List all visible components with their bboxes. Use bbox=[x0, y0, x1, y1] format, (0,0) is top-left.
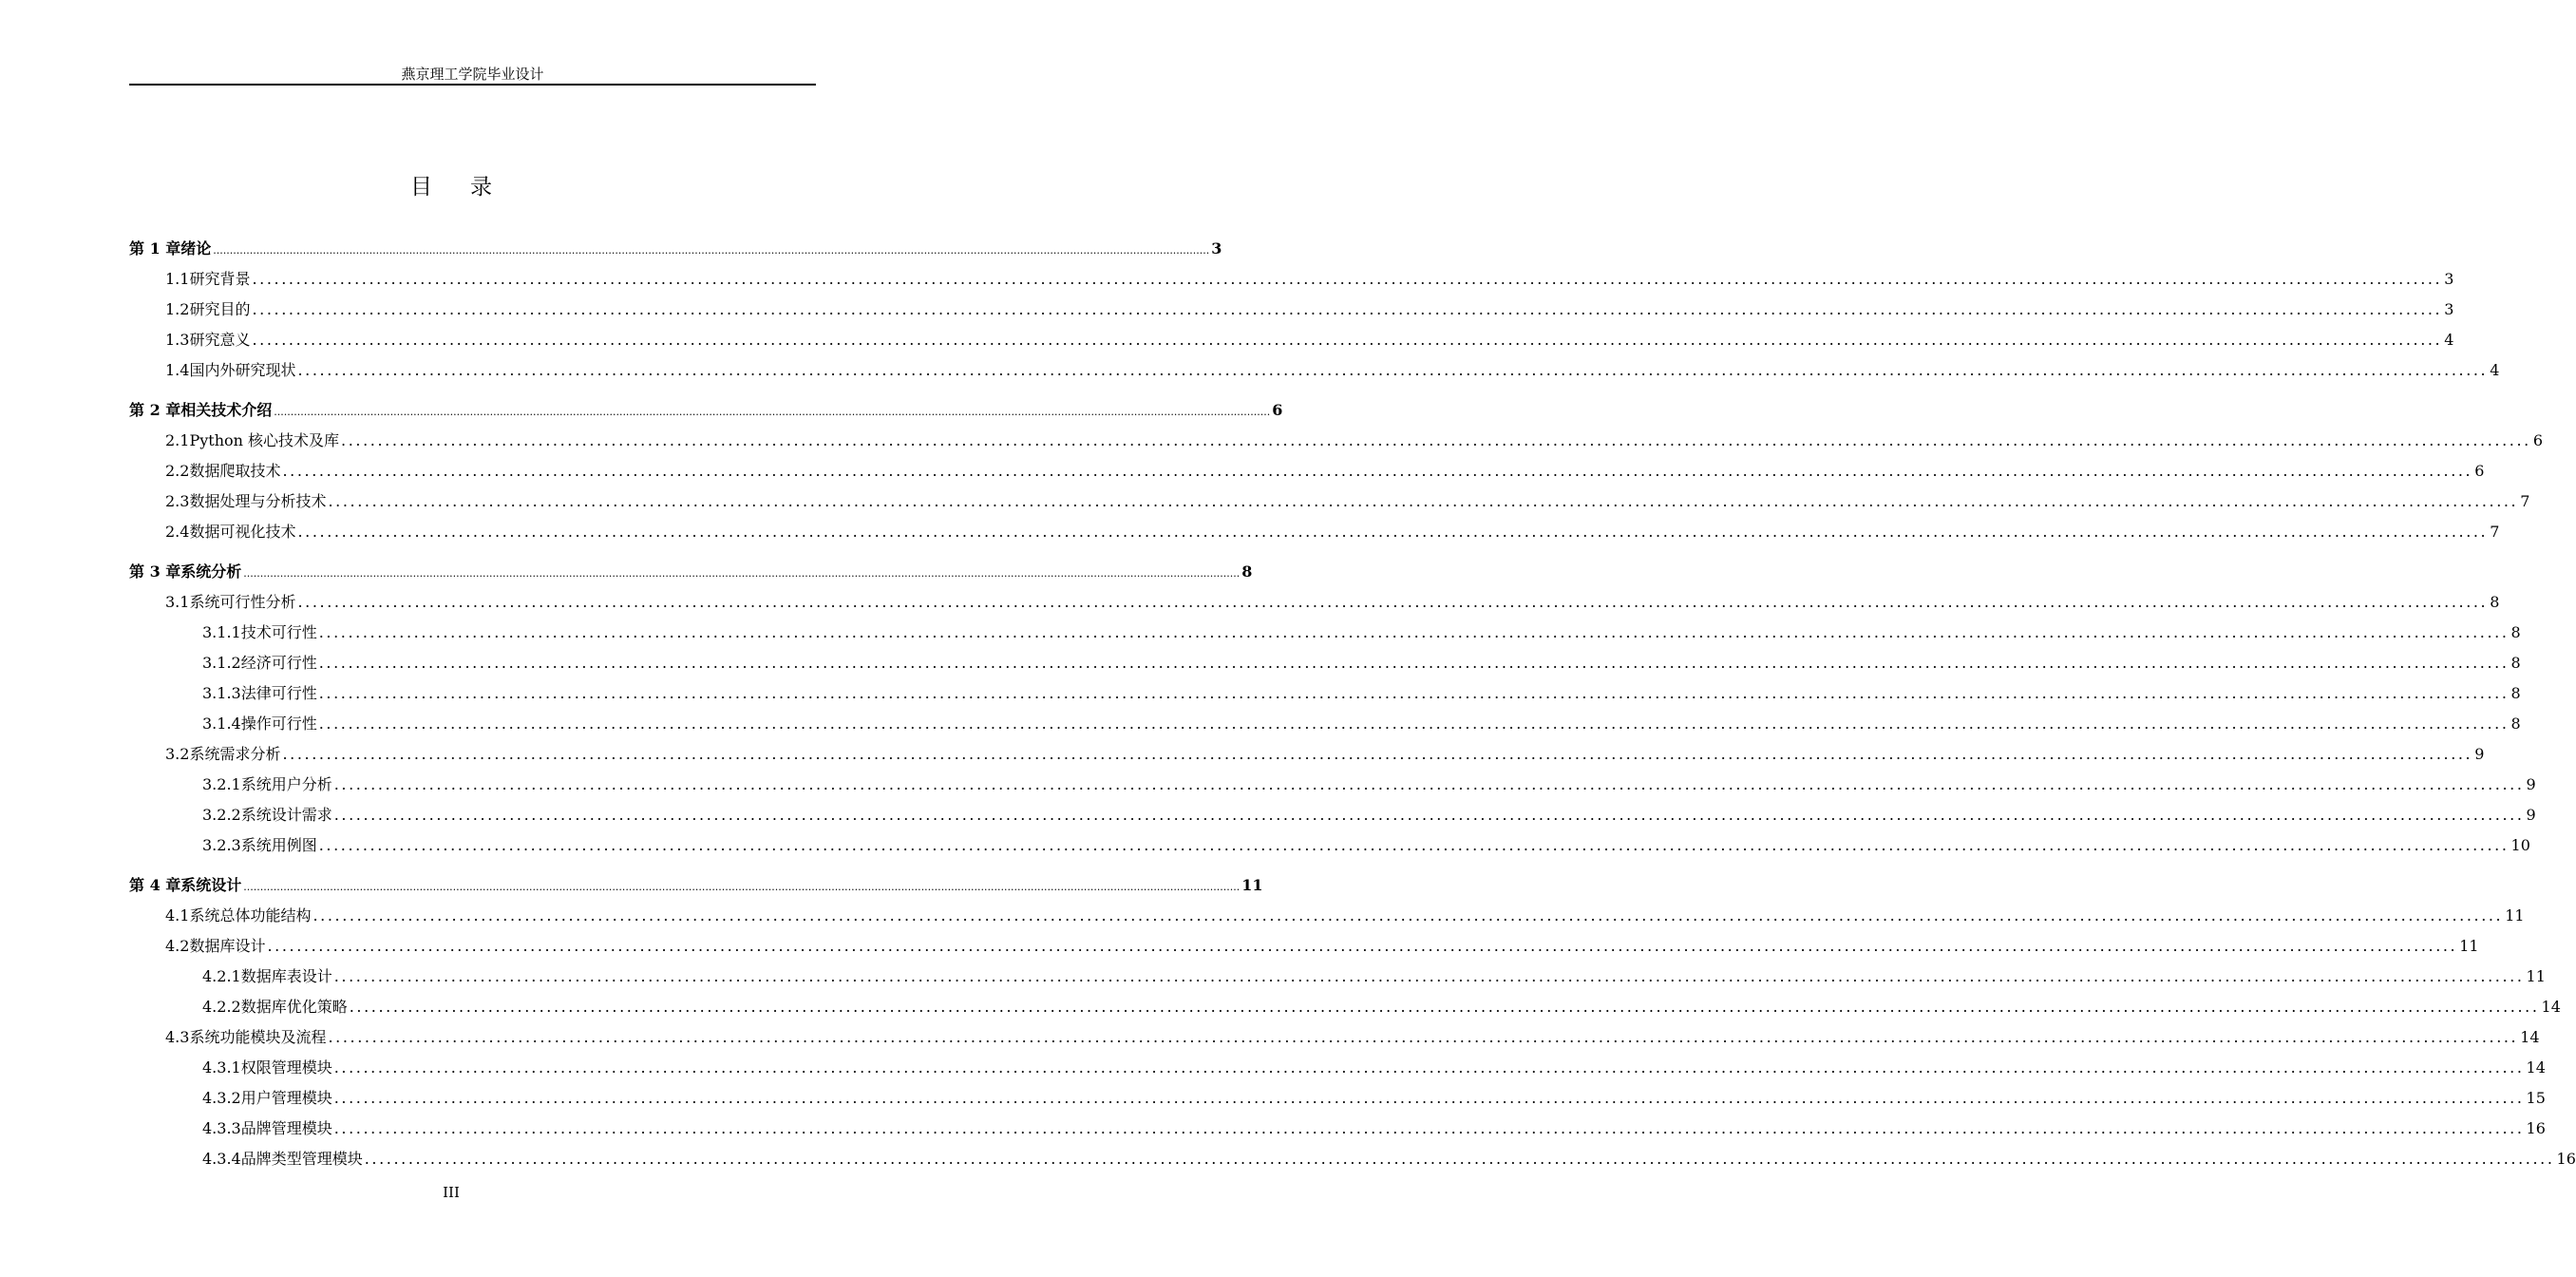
toc-entry-label: 系统用例图 bbox=[240, 836, 317, 854]
toc-entry-label: 数据库设计 bbox=[189, 937, 266, 955]
toc-leader-dots: ............................................................................................................................................................................................................................................................................................................ bbox=[282, 462, 2473, 480]
toc-entry[interactable] bbox=[165, 904, 2525, 924]
toc-entry-number: 4.3.3 bbox=[202, 1119, 241, 1137]
toc-entry-number: 1.3 bbox=[165, 331, 190, 349]
toc-entry-number: 第 4 章 bbox=[129, 876, 181, 894]
toc-entry-number: 4.3.1 bbox=[202, 1058, 241, 1077]
toc-leader-dots: ............................................................................................................................................................................................................................................................................................................ bbox=[267, 937, 2458, 955]
toc-entry[interactable] bbox=[129, 237, 1222, 257]
toc-entry[interactable] bbox=[165, 297, 2454, 318]
toc-entry-page: 4 bbox=[2444, 331, 2454, 349]
toc-entry-label: 经济可行性 bbox=[240, 654, 317, 672]
toc-leader-dots: ............................................................................................................................................................................................................................................................................................................ bbox=[282, 745, 2473, 763]
toc-entry-label: 系统设计需求 bbox=[240, 806, 332, 824]
toc-entry-number: 1.1 bbox=[165, 270, 190, 288]
toc-entry-page: 9 bbox=[2526, 806, 2536, 824]
toc-entry[interactable] bbox=[202, 1116, 2546, 1137]
toc-entry-number: 4.2.2 bbox=[202, 998, 241, 1016]
toc-leader-dots: ............................................................................................................................................................................................................................................................................................................ bbox=[252, 300, 2443, 318]
toc-entry-page: 10 bbox=[2510, 836, 2530, 854]
toc-entry-page: 14 bbox=[2541, 998, 2561, 1016]
toc-entry-page: 14 bbox=[2526, 1058, 2546, 1077]
toc-entry-page: 8 bbox=[1241, 562, 1253, 581]
page-header: 燕京理工学院毕业设计 bbox=[401, 66, 544, 83]
toc-entry-label: 系统分析 bbox=[180, 562, 242, 581]
toc-entry-number: 第 1 章 bbox=[129, 239, 181, 257]
toc-entry-number: 3.1 bbox=[165, 593, 190, 611]
toc-entry-page: 9 bbox=[2474, 745, 2485, 763]
toc-entry-number: 2.4 bbox=[165, 523, 190, 541]
toc-entry-label: 操作可行性 bbox=[240, 715, 317, 733]
toc-entry-label: 国内外研究现状 bbox=[189, 361, 296, 379]
toc-leader-dots: ............................................................................................................................................................................................................................................................................................................ bbox=[252, 331, 2443, 349]
toc-entry[interactable] bbox=[202, 833, 2530, 854]
toc-entry-page: 11 bbox=[2526, 967, 2546, 985]
toc-entry-number: 3.1.4 bbox=[202, 715, 241, 733]
toc-entry[interactable] bbox=[165, 459, 2485, 480]
toc-leader-dots: ............................................................................................................................................................................................................................................................................................................ bbox=[333, 775, 2525, 793]
toc-leader-dots: ............................................................................................................................................................................................................................................................................................................ bbox=[364, 1150, 2555, 1168]
toc-entry[interactable] bbox=[129, 560, 1253, 581]
toc-entry-label: 数据库表设计 bbox=[240, 967, 332, 985]
toc-entry[interactable] bbox=[129, 398, 1283, 419]
toc-entry-number: 3.1.1 bbox=[202, 623, 241, 641]
toc-entry[interactable] bbox=[165, 358, 2500, 379]
toc-entry[interactable] bbox=[202, 803, 2536, 824]
toc-entry-page: 8 bbox=[2510, 654, 2521, 672]
toc-leader-dots: ............................................................................................................................................................................................................................................................................................................ bbox=[243, 567, 1241, 580]
toc-entry-label: 研究背景 bbox=[189, 270, 251, 288]
toc-leader-dots: ............................................................................................................................................................................................................................................................................................................ bbox=[318, 684, 2510, 702]
toc-entry-label: Python 核心技术及库 bbox=[189, 431, 340, 449]
toc-entry-label: 系统功能模块及流程 bbox=[189, 1028, 327, 1046]
toc-entry[interactable] bbox=[202, 651, 2521, 672]
toc-entry-number: 3.1.3 bbox=[202, 684, 241, 702]
toc-leader-dots: ............................................................................................................................................................................................................................................................................................................ bbox=[297, 593, 2489, 611]
toc-entry-label: 系统设计 bbox=[180, 876, 242, 894]
toc-entry-page: 3 bbox=[2444, 270, 2454, 288]
header-rule bbox=[129, 84, 816, 86]
toc-entry-number: 4.3.4 bbox=[202, 1150, 241, 1168]
toc-leader-dots: ............................................................................................................................................................................................................................................................................................................ bbox=[349, 998, 2540, 1016]
toc-entry[interactable] bbox=[202, 1056, 2546, 1077]
toc-entry-label: 系统总体功能结构 bbox=[189, 906, 312, 924]
toc-entry-number: 第 3 章 bbox=[129, 562, 181, 581]
toc-entry-number: 3.2.3 bbox=[202, 836, 241, 854]
toc-entry-page: 11 bbox=[2505, 906, 2525, 924]
toc-entry-number: 3.2.2 bbox=[202, 806, 241, 824]
toc-entry-page: 15 bbox=[2526, 1089, 2546, 1107]
toc-entry[interactable] bbox=[202, 712, 2521, 733]
toc-entry[interactable] bbox=[202, 620, 2521, 641]
toc-entry-number: 1.4 bbox=[165, 361, 190, 379]
toc-leader-dots: ............................................................................................................................................................................................................................................................................................................ bbox=[328, 492, 2519, 510]
toc-entry[interactable] bbox=[165, 590, 2500, 611]
toc-leader-dots: ............................................................................................................................................................................................................................................................................................................ bbox=[333, 1058, 2525, 1077]
toc-entry[interactable] bbox=[202, 681, 2521, 702]
toc-entry-number: 4.3 bbox=[165, 1028, 190, 1046]
toc-entry-number: 2.2 bbox=[165, 462, 190, 480]
toc-entry-page: 11 bbox=[2459, 937, 2479, 955]
toc-entry-label: 相关技术介绍 bbox=[180, 401, 273, 419]
toc-entry-label: 研究目的 bbox=[189, 300, 251, 318]
toc-entry-label: 绪论 bbox=[180, 239, 212, 257]
toc-entry-label: 系统需求分析 bbox=[189, 745, 281, 763]
toc-entry-label: 品牌类型管理模块 bbox=[240, 1150, 363, 1168]
toc-leader-dots: ............................................................................................................................................................................................................................................................................................................ bbox=[341, 431, 2531, 449]
toc-leader-dots: ............................................................................................................................................................................................................................................................................................................ bbox=[318, 715, 2510, 733]
toc-entry-label: 数据库优化策略 bbox=[240, 998, 348, 1016]
toc-entry[interactable] bbox=[202, 964, 2546, 985]
toc-entry-label: 技术可行性 bbox=[240, 623, 317, 641]
toc-entry-number: 1.2 bbox=[165, 300, 190, 318]
toc-entry-label: 品牌管理模块 bbox=[240, 1119, 332, 1137]
toc-entry[interactable] bbox=[202, 772, 2536, 793]
toc-entry-label: 权限管理模块 bbox=[240, 1058, 332, 1077]
toc-entry-page: 7 bbox=[2520, 492, 2530, 510]
toc-entry-page: 8 bbox=[2490, 593, 2500, 611]
toc-entry-label: 数据可视化技术 bbox=[189, 523, 296, 541]
toc-leader-dots: ............................................................................................................................................................................................................................................................................................................ bbox=[333, 806, 2525, 824]
toc-entry-label: 数据爬取技术 bbox=[189, 462, 281, 480]
toc-entry-page: 8 bbox=[2510, 623, 2521, 641]
toc-leader-dots: ............................................................................................................................................................................................................................................................................................................ bbox=[333, 967, 2525, 985]
toc-entry-page: 7 bbox=[2490, 523, 2500, 541]
page-number: III bbox=[443, 1184, 460, 1201]
toc-entry[interactable] bbox=[129, 873, 1263, 894]
toc-entry-label: 研究意义 bbox=[189, 331, 251, 349]
toc-entry[interactable] bbox=[165, 489, 2530, 510]
toc-entry-number: 第 2 章 bbox=[129, 401, 181, 419]
toc-title: 目录 bbox=[410, 175, 530, 200]
toc-entry-page: 6 bbox=[2474, 462, 2485, 480]
toc-entry[interactable] bbox=[165, 429, 2543, 449]
toc-entry-label: 系统可行性分析 bbox=[189, 593, 296, 611]
toc-entry[interactable] bbox=[202, 1086, 2546, 1107]
toc-entry-page: 6 bbox=[1272, 401, 1283, 419]
toc-entry[interactable] bbox=[165, 267, 2454, 288]
toc-entry-page: 16 bbox=[2526, 1119, 2546, 1137]
toc-entry-label: 数据处理与分析技术 bbox=[189, 492, 327, 510]
toc-leader-dots: ............................................................................................................................................................................................................................................................................................................ bbox=[333, 1089, 2525, 1107]
toc-entry[interactable] bbox=[202, 1147, 2576, 1168]
toc-leader-dots: ............................................................................................................................................................................................................................................................................................................ bbox=[313, 906, 2504, 924]
toc-entry-page: 8 bbox=[2510, 684, 2521, 702]
toc-leader-dots: ............................................................................................................................................................................................................................................................................................................ bbox=[213, 244, 1210, 257]
toc-leader-dots: ............................................................................................................................................................................................................................................................................................................ bbox=[333, 1119, 2525, 1137]
toc-entry-number: 4.3.2 bbox=[202, 1089, 241, 1107]
toc-entry-label: 系统用户分析 bbox=[240, 775, 332, 793]
toc-leader-dots: ............................................................................................................................................................................................................................................................................................................ bbox=[318, 623, 2510, 641]
toc-entry[interactable] bbox=[165, 1025, 2540, 1046]
toc-entry-label: 用户管理模块 bbox=[240, 1089, 332, 1107]
toc-entry-page: 9 bbox=[2526, 775, 2536, 793]
toc-entry-number: 3.2.1 bbox=[202, 775, 241, 793]
toc-entry-page: 4 bbox=[2490, 361, 2500, 379]
toc-entry-number: 4.2.1 bbox=[202, 967, 241, 985]
toc-leader-dots: ............................................................................................................................................................................................................................................................................................................ bbox=[318, 836, 2510, 854]
toc-leader-dots: ............................................................................................................................................................................................................................................................................................................ bbox=[252, 270, 2443, 288]
toc-entry-page: 8 bbox=[2510, 715, 2521, 733]
toc-entry-number: 2.3 bbox=[165, 492, 190, 510]
toc-entry-page: 16 bbox=[2556, 1150, 2576, 1168]
toc-entry-page: 14 bbox=[2520, 1028, 2540, 1046]
toc-entry-number: 3.1.2 bbox=[202, 654, 241, 672]
toc-leader-dots: ............................................................................................................................................................................................................................................................................................................ bbox=[297, 361, 2489, 379]
toc-entry[interactable] bbox=[165, 328, 2454, 349]
toc-entry[interactable] bbox=[165, 934, 2479, 955]
toc-leader-dots: ............................................................................................................................................................................................................................................................................................................ bbox=[328, 1028, 2519, 1046]
toc-entry-page: 3 bbox=[2444, 300, 2454, 318]
toc-entry[interactable] bbox=[165, 520, 2500, 541]
toc-entry[interactable] bbox=[202, 995, 2561, 1016]
toc-entry-page: 3 bbox=[1211, 239, 1222, 257]
toc-entry[interactable] bbox=[165, 742, 2485, 763]
toc-entry-number: 2.1 bbox=[165, 431, 190, 449]
toc-entry-number: 4.1 bbox=[165, 906, 190, 924]
toc-entry-number: 3.2 bbox=[165, 745, 190, 763]
toc-entry-number: 4.2 bbox=[165, 937, 190, 955]
toc-leader-dots: ............................................................................................................................................................................................................................................................................................................ bbox=[318, 654, 2510, 672]
toc-leader-dots: ............................................................................................................................................................................................................................................................................................................ bbox=[243, 881, 1241, 893]
toc-entry-page: 11 bbox=[1241, 876, 1263, 894]
toc-entry-label: 法律可行性 bbox=[240, 684, 317, 702]
toc-entry-page: 6 bbox=[2532, 431, 2543, 449]
toc-leader-dots: ............................................................................................................................................................................................................................................................................................................ bbox=[274, 406, 1271, 418]
toc-leader-dots: ............................................................................................................................................................................................................................................................................................................ bbox=[297, 523, 2489, 541]
